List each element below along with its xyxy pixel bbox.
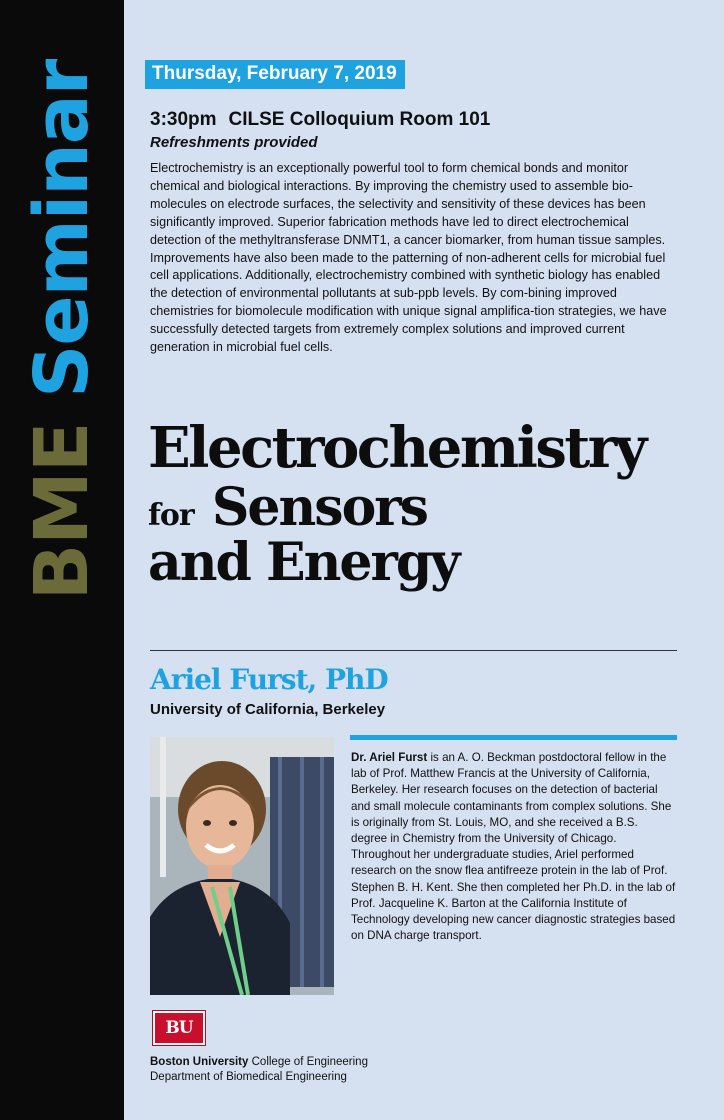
series-title-seminar: Seminar	[19, 59, 105, 398]
refreshments-note: Refreshments provided	[150, 134, 318, 151]
speaker-photo	[150, 737, 334, 995]
college-name: College of Engineering	[248, 1056, 368, 1068]
talk-title-line3: and Energy	[148, 532, 459, 593]
bu-logo	[152, 1010, 206, 1046]
divider-line	[150, 650, 677, 651]
institution-block	[150, 1055, 368, 1085]
speaker-bio	[351, 750, 677, 944]
talk-title-for: for	[148, 498, 194, 533]
talk-title-line1: Electrochemistry	[148, 415, 645, 481]
speaker-photo-illustration	[150, 737, 334, 995]
event-time-location	[150, 108, 490, 132]
department-name: Department of Biomedical Engineering	[150, 1071, 347, 1083]
abstract-text: Electrochemistry is an exceptionally powerful tool to form chemical bonds and monitor chemical and biological interactions. By improving the chemistry used to assemble bio-molecules on electrode surfaces, the selectivity and sensitivity of these devices has been significantly improved. Superior fabrication methods have led to direct electrochemical detection of the methyltransferase DNMT1, a cancer biomarker, from human tissue samples. Improvements have also been made to the patterning of non-adherent cells for microbial fuel cell applications. Additionally, electrochemistry combined with synthetic biology has enabled the detection of environmental pollutants at sub-ppb levels. By com-bining improved chemistries for biomolecule modification with unique signal amplifica-tion strategies, we have successfully detected targets from extremely complex solutions and improved current generation in microbial fuel cells.	[150, 161, 667, 355]
speaker-affiliation: University of California, Berkeley	[150, 701, 386, 718]
talk-title-line2	[148, 477, 688, 538]
talk-title-sensors: Sensors	[211, 477, 427, 538]
bio-text: is an A. O. Beckman postdoctoral fellow in the lab of Prof. Matthew Francis at the University of California, Berkeley. Her research focuses on the detection of bacterial and small molecule contaminants from complex solutions. She is originally from St. Louis, MO, and she received a B.S. degree in Chemistry from the University of Chicago. Throughout her undergraduate studies, Ariel performed research on the snow flea antifreeze protein in the lab of Prof. Stephen B. H. Kent. She then completed her Ph.D. in the lab of Prof. Jacqueline K. Barton at the California Institute of Technology developing new cancer diagnostic strategies based on DNA charge transport.	[351, 751, 676, 943]
event-time: 3:30pm	[150, 109, 217, 130]
institution-line	[150, 1055, 368, 1070]
speaker-name: Ariel Furst, PhD	[150, 663, 388, 696]
bu-logo-mark: BU	[155, 1013, 203, 1043]
university-name: Boston University	[150, 1056, 249, 1068]
sidebar-band	[0, 0, 124, 1120]
event-date: Thursday, February 7, 2019	[145, 60, 405, 89]
talk-title	[148, 415, 688, 593]
series-title-bme: BME	[19, 422, 105, 601]
bio-accent-bar	[350, 735, 677, 740]
series-title	[19, 59, 105, 601]
event-location: CILSE Colloquium Room 101	[228, 109, 491, 130]
bio-name: Dr. Ariel Furst	[351, 751, 428, 764]
